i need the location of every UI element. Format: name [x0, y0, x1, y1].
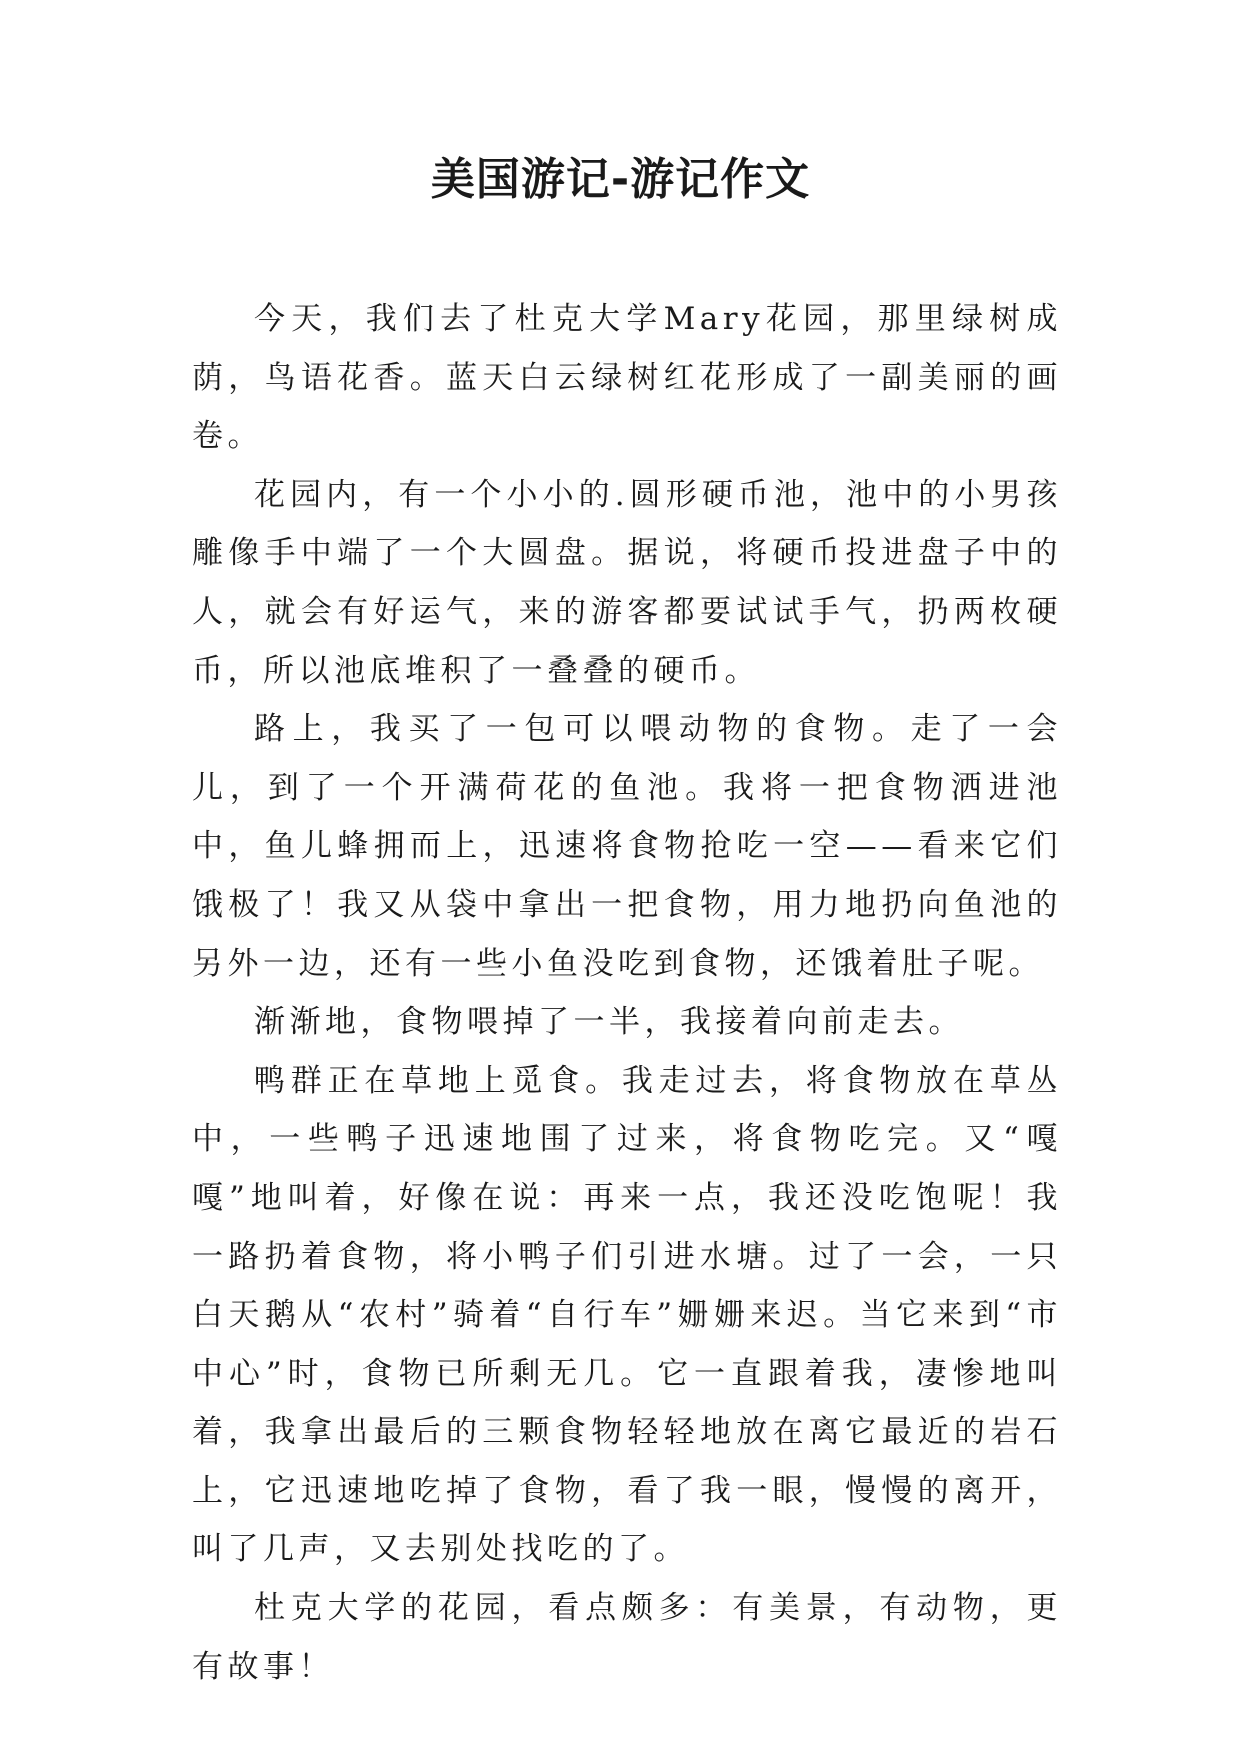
paragraph: 花园内，有一个小小的.圆形硬币池，池中的小男孩雕像手中端了一个大圆盘。据说，将硬币投进盘子中的人，就会有好运气，来的游客都要试试手气，扔两枚硬币，所以池底堆积了一叠叠的硬币。: [192, 476, 1062, 689]
article-body: [192, 290, 1062, 1696]
paragraph: 杜克大学的花园，看点颇多：有美景，有动物，更有故事！: [192, 1590, 1062, 1685]
paragraph: 鸭群正在草地上觅食。我走过去，将食物放在草丛中，一些鸭子迅速地围了过来，将食物吃完。又“嘎嘎”地叫着，好像在说：再来一点，我还没吃饱呢！我一路扔着食物，将小鸭子们引进水塘。过了一会，一只白天鹅从“农村”骑着“自行车”姗姗来迟。当它来到“市中心”时，食物已所剩无几。它一直跟着我，凄惨地叫着，我拿出最后的三颗食物轻轻地放在离它最近的岩石上，它迅速地吃掉了食物，看了我一眼，慢慢的离开，叫了几声，又去别处找吃的了。: [192, 1062, 1062, 1568]
paragraph: 路上，我买了一包可以喂动物的食物。走了一会儿，到了一个开满荷花的鱼池。我将一把食物洒进池中，鱼儿蜂拥而上，迅速将食物抢吃一空——看来它们饿极了！我又从袋中拿出一把食物，用力地扔向鱼池的另外一边，还有一些小鱼没吃到食物，还饿着肚子呢。: [192, 711, 1062, 982]
page-title: 美国游记-游记作文: [430, 154, 811, 205]
paragraph: 今天，我们去了杜克大学Mary花园，那里绿树成荫，鸟语花香。蓝天白云绿树红花形成了一副美丽的画卷。: [192, 301, 1062, 455]
paragraph: 渐渐地，食物喂掉了一半，我接着向前走去。: [254, 1004, 964, 1041]
